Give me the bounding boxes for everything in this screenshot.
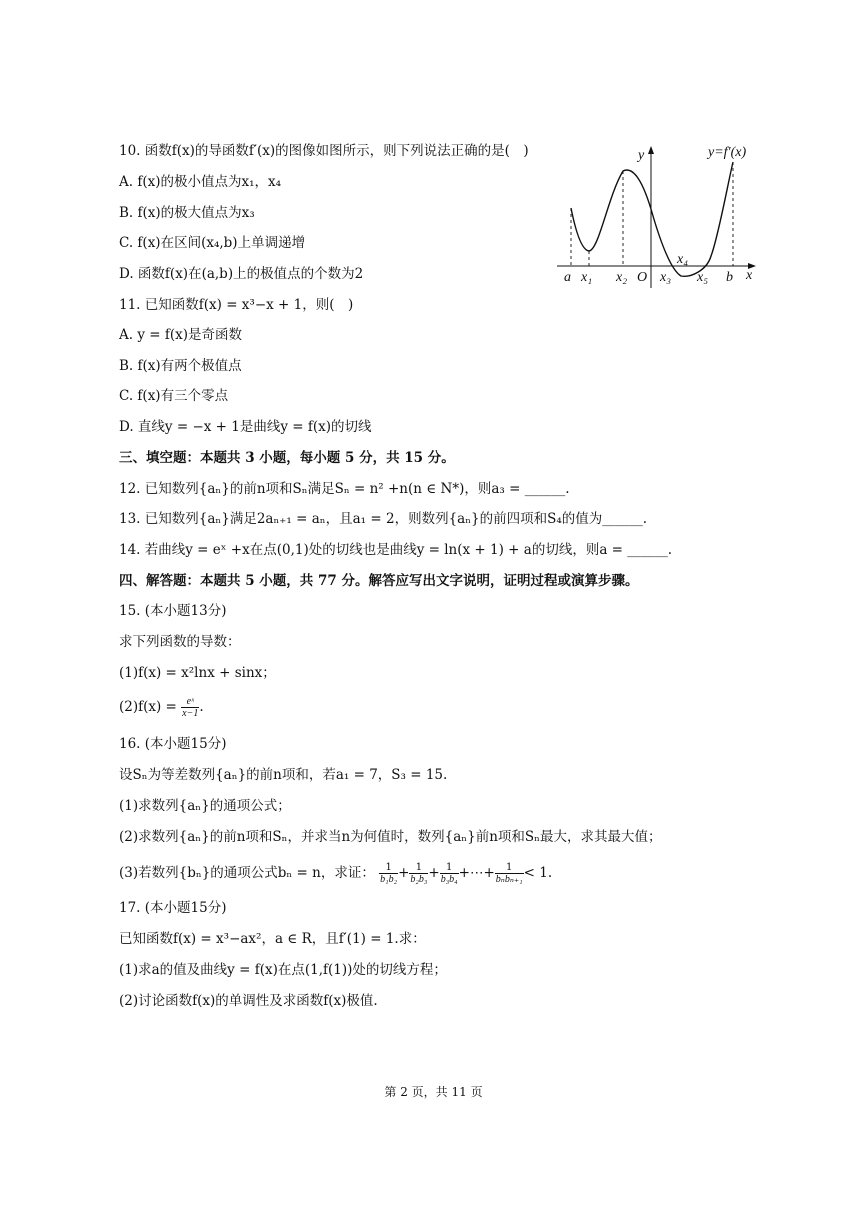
q10-option-c: C. f(x)在区间(x₄,b)上单调递增 (119, 235, 306, 251)
q11-option-d: D. 直线y = −x + 1是曲线y = f(x)的切线 (119, 419, 372, 435)
q16-part-1: (1)求数列{aₙ}的通项公式； (119, 798, 291, 814)
y-axis-arrow (648, 146, 654, 154)
q15-fraction-numerator: eˣ (181, 696, 199, 708)
section-3-heading: 三、填空题：本题共 3 小题，每小题 5 分，共 15 分。 (119, 450, 455, 466)
q16-fraction-2-numerator: 1 (409, 862, 428, 874)
q17-heading: 17. (本小题15分) (119, 900, 227, 916)
derivative-curve (571, 162, 733, 276)
q13-text: 13. 已知数列{aₙ}满足2aₙ₊₁ = aₙ，且a₁ = 2，则数列{aₙ}的前四项和S₄的值为______. (119, 511, 648, 527)
q15-fraction-denominator: x−1 (182, 708, 199, 719)
q16-part-3-prefix: (3)若数列{bₙ}的通项公式bₙ = n，求证： (119, 865, 375, 881)
tick-label-a: a (564, 270, 571, 285)
q15-part-2 (119, 696, 204, 719)
tick-label-x4: x₄ (677, 252, 689, 267)
q16-fraction-3 (440, 862, 459, 885)
q11-option-c: C. f(x)有三个零点 (119, 388, 229, 404)
q10-option-b: B. f(x)的极大值点为x₃ (119, 205, 255, 221)
q16-part-3 (119, 862, 552, 885)
page-footer: 第 2 页，共 11 页 (384, 1085, 483, 1099)
q16-plus-1: + (398, 865, 410, 881)
q16-fraction-1-denominator: b₁b₂ (380, 874, 398, 885)
tick-label-b: b (726, 270, 733, 285)
q16-fraction-3-numerator: 1 (440, 862, 459, 874)
q16-heading: 16. (本小题15分) (119, 736, 227, 752)
q16-intro: 设Sₙ为等差数列{aₙ}的前n项和，若a₁ = 7，S₃ = 15. (119, 767, 448, 783)
y-axis-label: y (638, 148, 645, 163)
curve-label: y=f′(x) (708, 145, 747, 160)
q16-fraction-n-numerator: 1 (495, 862, 524, 874)
q16-fraction-1-numerator: 1 (379, 862, 398, 874)
q15-part-1: (1)f(x) = x²lnx + sinx； (119, 665, 276, 681)
q12-text: 12. 已知数列{aₙ}的前n项和Sₙ满足Sₙ = n² +n(n ∈ N*)，则a₃ = ______. (119, 481, 570, 497)
q16-ellipsis: +⋯+ (458, 865, 495, 881)
q14-text: 14. 若曲线y = eˣ +x在点(0,1)处的切线也是曲线y = ln(x + 1) + a的切线，则a = ______. (119, 542, 673, 558)
q16-part-2: (2)求数列{aₙ}的前n项和Sₙ，并求当n为何值时，数列{aₙ}前n项和Sₙ最大，求其最大值； (119, 829, 662, 845)
q10-option-d: D. 函数f(x)在(a,b)上的极值点的个数为2 (119, 266, 364, 282)
q16-fraction-n-denominator: bₙbₙ₊₁ (495, 874, 523, 885)
q15-intro: 求下列函数的导数： (119, 634, 241, 650)
q16-fraction-2-denominator: b₂b₃ (410, 874, 428, 885)
tick-label-x1: x₁ (581, 270, 593, 285)
tick-label-x2: x₂ (616, 270, 628, 285)
tick-label-x3: x₃ (660, 270, 672, 285)
derivative-graph-figure (553, 138, 758, 290)
q10-option-a: A. f(x)的极小值点为x₁，x₄ (119, 174, 282, 190)
q16-plus-2: + (428, 865, 440, 881)
q15-fraction (181, 696, 199, 719)
q16-part-3-suffix: < 1. (523, 865, 553, 881)
tick-label-x5: x₅ (697, 270, 709, 285)
q11-option-a: A. y = f(x)是奇函数 (119, 327, 242, 343)
q11-option-b: B. f(x)有两个极值点 (119, 358, 242, 374)
x-axis-label: x (746, 268, 753, 283)
origin-label: O (637, 270, 648, 285)
q16-fraction-1 (379, 862, 398, 885)
q10-stem: 10. 函数f(x)的导函数f′(x)的图像如图所示，则下列说法正确的是( ) (119, 143, 529, 159)
q11-stem: 11. 已知函数f(x) = x³−x + 1，则( ) (119, 297, 354, 313)
q15-heading: 15. (本小题13分) (119, 603, 227, 619)
q16-fraction-n (495, 862, 524, 885)
q17-intro: 已知函数f(x) = x³−ax²，a ∈ R，且f′(1) = 1.求： (119, 931, 426, 947)
q16-fraction-2 (409, 862, 428, 885)
q16-fraction-3-denominator: b₃b₄ (440, 874, 458, 885)
q15-part-2-suffix: . (199, 699, 204, 715)
q17-part-2: (2)讨论函数f(x)的单调性及求函数f(x)极值. (119, 993, 378, 1009)
section-4-heading: 四、解答题：本题共 5 小题，共 77 分。解答应写出文字说明，证明过程或演算步骤。 (119, 573, 639, 589)
q15-part-2-prefix: (2)f(x) = (119, 699, 177, 715)
q17-part-1: (1)求a的值及曲线y = f(x)在点(1,f(1))处的切线方程； (119, 962, 447, 978)
